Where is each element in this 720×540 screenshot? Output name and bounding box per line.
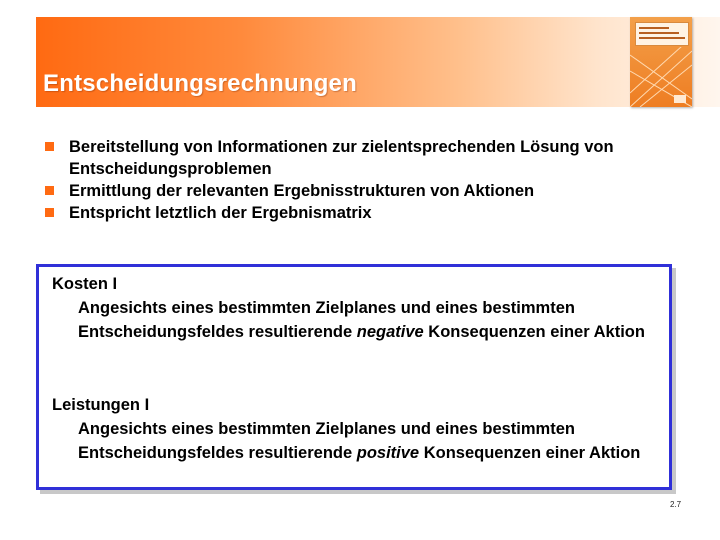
square-bullet-icon <box>45 142 54 151</box>
bullet-text: Entspricht letztlich der Ergebnismatrix <box>69 204 372 222</box>
list-item <box>43 180 703 202</box>
definition-emphasis: positive <box>356 444 420 462</box>
bullet-text: Ermittlung der relevanten Ergebnisstrukturen von Aktionen <box>69 182 535 200</box>
bullet-list <box>43 136 703 224</box>
square-bullet-icon <box>45 186 54 195</box>
square-bullet-icon <box>45 208 54 217</box>
definition-term: Kosten I <box>52 275 118 293</box>
definition-emphasis: negative <box>356 323 424 341</box>
slide-title: Entscheidungsrechnungen <box>43 70 357 97</box>
page-number: 2.7 <box>670 500 682 509</box>
list-item <box>43 202 703 224</box>
book-cover-icon <box>630 17 692 107</box>
definition-costs <box>52 272 652 344</box>
definition-text: Angesichts eines bestimmten Zielplanes und eines bestimmten Entscheidungsfeldes resultierende negative Konsequenzen einer Aktion <box>78 299 645 341</box>
bullet-text: Bereitstellung von Informationen zur zielentsprechenden Lösung von Entscheidungsproblemen <box>69 138 614 178</box>
list-item <box>43 136 703 180</box>
definition-performance <box>52 393 652 465</box>
definitions-box <box>36 264 672 490</box>
definition-term: Leistungen I <box>52 396 150 414</box>
definition-text: Angesichts eines bestimmten Zielplanes und eines bestimmten Entscheidungsfeldes resultierende positive Konsequenzen einer Aktion <box>78 420 641 462</box>
